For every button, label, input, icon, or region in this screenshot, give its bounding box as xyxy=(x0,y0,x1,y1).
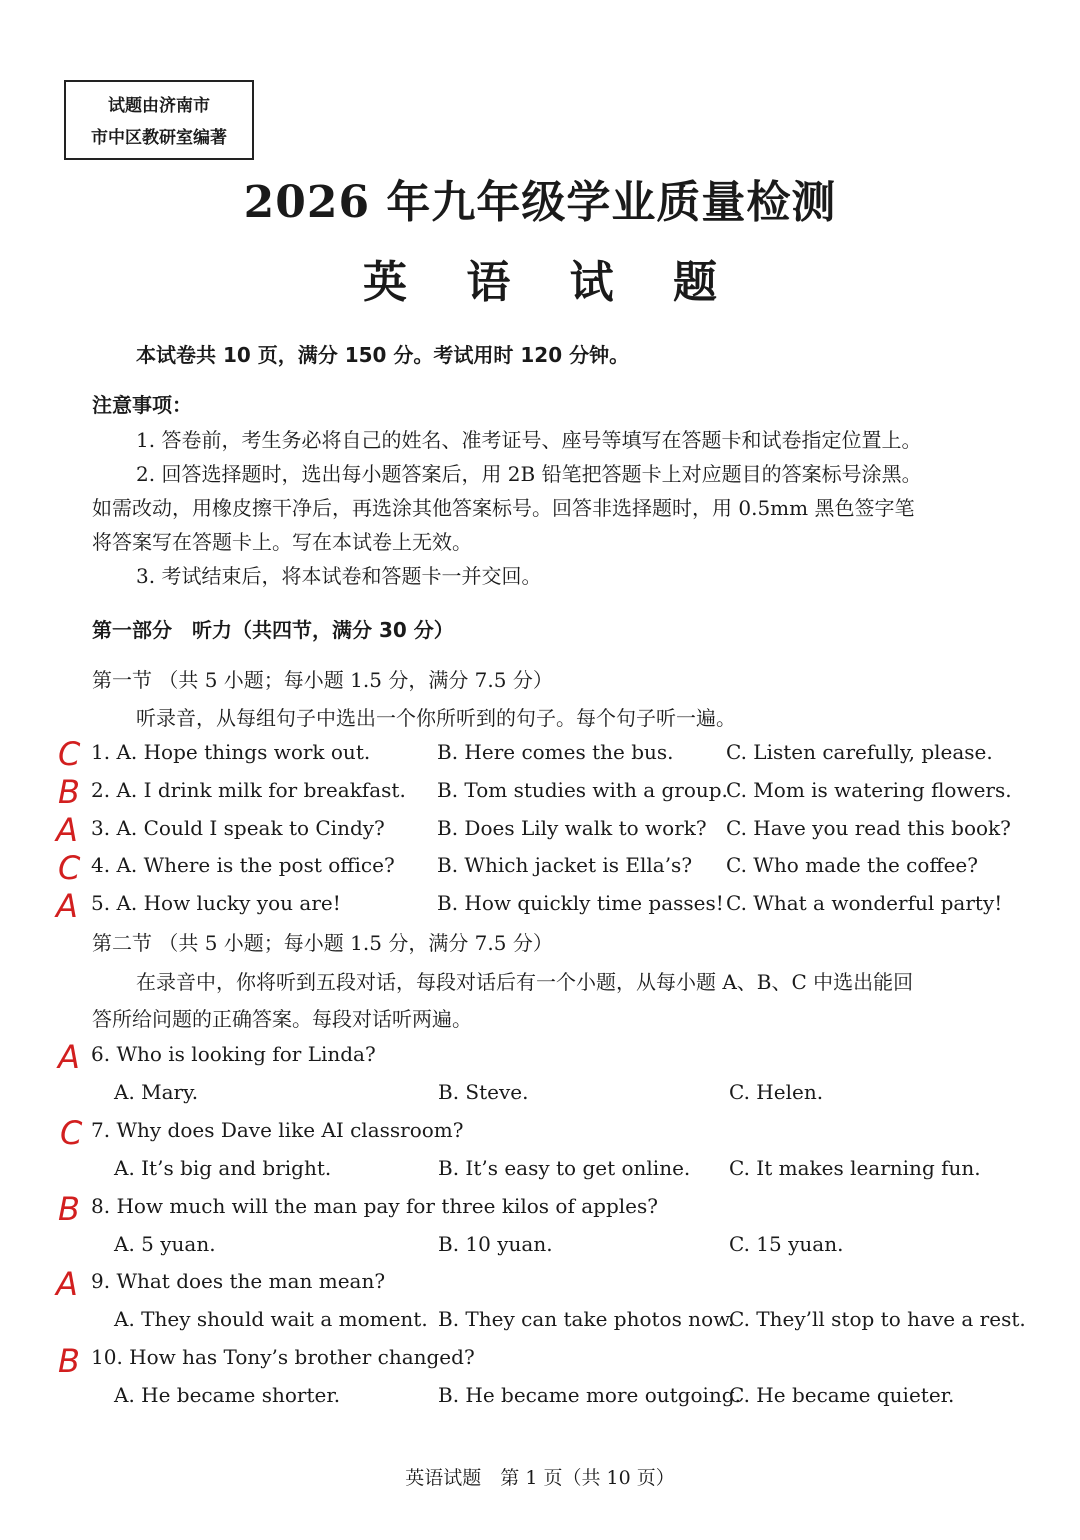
question-option-b: B. Which jacket is Ella’s? xyxy=(437,853,693,877)
question-option-a: A. 5 yuan. xyxy=(114,1232,216,1256)
note-2-line-2: 如需改动，用橡皮擦干净后，再选涂其他答案标号。回答非选择题时，用 0.5mm 黑色签字笔 xyxy=(92,496,915,520)
question-stem: 7. Why does Dave like AI classroom? xyxy=(91,1118,464,1142)
section1-heading: 第一节 （共 5 小题；每小题 1.5 分，满分 7.5 分） xyxy=(92,668,553,692)
exam-title: 2026 年九年级学业质量检测 xyxy=(243,177,837,228)
question-option-b: B. How quickly time passes! xyxy=(437,891,724,915)
question-option-c: C. Have you read this book? xyxy=(726,816,1011,840)
question-option-b: B. 10 yuan. xyxy=(438,1232,553,1256)
question-option-a: 2. A. I drink milk for breakfast. xyxy=(91,778,406,802)
section2-instructions-2: 答所给问题的正确答案。每段对话听两遍。 xyxy=(92,1007,472,1031)
answer-mark: A xyxy=(56,887,78,925)
question-option-a: A. They should wait a moment. xyxy=(114,1307,428,1331)
question-option-b: B. Does Lily walk to work? xyxy=(437,816,707,840)
question-option-c: C. He became quieter. xyxy=(729,1383,955,1407)
answer-mark: C xyxy=(60,1114,83,1152)
question-option-a: A. He became shorter. xyxy=(114,1383,341,1407)
notes-heading: 注意事项： xyxy=(92,393,192,417)
question-option-a: 1. A. Hope things work out. xyxy=(91,740,371,764)
question-option-b: B. He became more outgoing. xyxy=(438,1383,741,1407)
question-stem: 9. What does the man mean? xyxy=(91,1269,386,1293)
exam-subtitle: 英 语 试 题 xyxy=(363,257,739,308)
question-option-c: C. Helen. xyxy=(729,1080,824,1104)
question-option-a: 5. A. How lucky you are! xyxy=(91,891,341,915)
question-option-c: C. What a wonderful party! xyxy=(726,891,1003,915)
question-option-a: A. Mary. xyxy=(114,1080,199,1104)
question-option-b: B. Here comes the bus. xyxy=(437,740,674,764)
part1-heading: 第一部分 听力（共四节，满分 30 分） xyxy=(92,618,454,642)
answer-mark: A xyxy=(56,811,78,849)
question-option-c: C. They’ll stop to have a rest. xyxy=(729,1307,1026,1331)
answer-mark: C xyxy=(58,735,81,773)
note-2-line-1: 2. 回答选择题时，选出每小题答案后，用 2B 铅笔把答题卡上对应题目的答案标号涂黑。 xyxy=(136,462,922,486)
stamp-line-2: 市中区教研室编著 xyxy=(91,128,227,148)
answer-mark: B xyxy=(58,1342,80,1380)
section2-instructions-1: 在录音中，你将听到五段对话，每段对话后有一个小题，从每小题 A、B、C 中选出能回 xyxy=(136,970,914,994)
question-stem: 10. How has Tony’s brother changed? xyxy=(91,1345,475,1369)
question-option-b: B. They can take photos now. xyxy=(438,1307,735,1331)
question-option-a: 4. A. Where is the post office? xyxy=(91,853,395,877)
section1-instructions: 听录音，从每组句子中选出一个你所听到的句子。每个句子听一遍。 xyxy=(136,706,736,730)
answer-mark: C xyxy=(58,849,81,887)
question-option-c: C. 15 yuan. xyxy=(729,1232,844,1256)
question-stem: 6. Who is looking for Linda? xyxy=(91,1042,376,1066)
question-option-b: B. Tom studies with a group. xyxy=(437,778,728,802)
answer-mark: A xyxy=(58,1038,80,1076)
question-option-a: A. It’s big and bright. xyxy=(114,1156,332,1180)
answer-mark: B xyxy=(58,773,80,811)
question-option-c: C. Mom is watering flowers. xyxy=(726,778,1012,802)
question-option-c: C. Who made the coffee? xyxy=(726,853,978,877)
stamp-line-1: 试题由济南市 xyxy=(108,96,210,116)
question-option-b: B. Steve. xyxy=(438,1080,529,1104)
compiler-stamp-box xyxy=(64,80,254,160)
page-footer: 英语试题 第 1 页（共 10 页） xyxy=(405,1467,675,1489)
question-option-a: 3. A. Could I speak to Cindy? xyxy=(91,816,385,840)
question-option-c: C. It makes learning fun. xyxy=(729,1156,981,1180)
note-1: 1. 答卷前，考生务必将自己的姓名、准考证号、座号等填写在答题卡和试卷指定位置上。 xyxy=(136,428,922,452)
answer-mark: B xyxy=(58,1190,80,1228)
section2-heading: 第二节 （共 5 小题；每小题 1.5 分，满分 7.5 分） xyxy=(92,931,553,955)
note-2-line-3: 将答案写在答题卡上。写在本试卷上无效。 xyxy=(92,530,472,554)
question-option-c: C. Listen carefully, please. xyxy=(726,740,993,764)
question-option-b: B. It’s easy to get online. xyxy=(438,1156,691,1180)
exam-intro: 本试卷共 10 页，满分 150 分。考试用时 120 分钟。 xyxy=(136,343,630,367)
note-3: 3. 考试结束后，将本试卷和答题卡一并交回。 xyxy=(136,564,542,588)
question-stem: 8. How much will the man pay for three kilos of apples? xyxy=(91,1194,658,1218)
answer-mark: A xyxy=(56,1265,78,1303)
